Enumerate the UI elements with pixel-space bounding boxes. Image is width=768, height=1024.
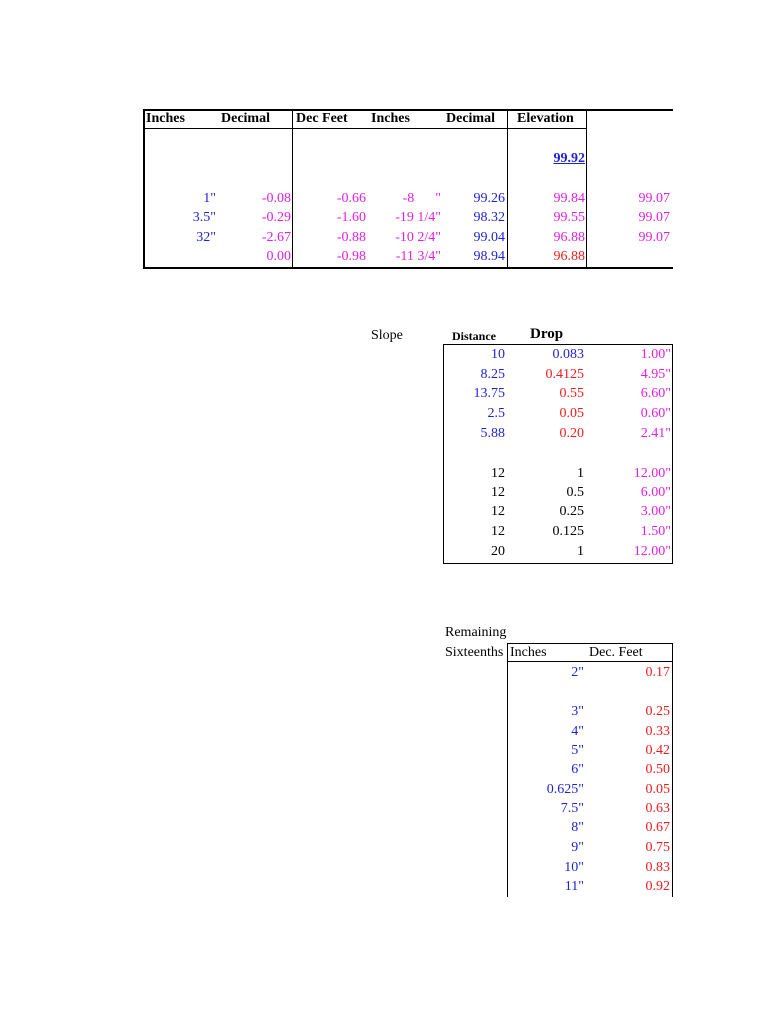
drop-cell[interactable]: 0.05	[559, 406, 584, 421]
slope-table-right-border	[672, 344, 673, 564]
drop-inches-cell[interactable]: 1.50"	[640, 524, 671, 539]
remaining-label: Remaining	[445, 625, 507, 640]
extra-cell[interactable]	[590, 248, 670, 266]
inches-cell[interactable]: 0.625"	[546, 782, 584, 797]
header-inches-2: Inches	[371, 111, 410, 126]
dec-feet-cell[interactable]: -0.88	[336, 230, 366, 245]
dec-feet-cell[interactable]: -1.60	[336, 210, 366, 225]
dec-feet-cell[interactable]: 0.50	[645, 762, 670, 777]
drop-inches-cell[interactable]: 6.60"	[640, 386, 671, 401]
dec-feet-header: Dec. Feet	[589, 645, 643, 660]
drop-cell[interactable]: 0.55	[559, 386, 584, 401]
decimal-elev-cell[interactable]: 99.04	[473, 230, 505, 245]
drop-inches-cell[interactable]: 2.41"	[640, 426, 671, 441]
drop-inches-cell[interactable]: 12.00"	[633, 544, 671, 559]
dec-feet-cell[interactable]: 0.05	[645, 782, 670, 797]
slope-label: Slope	[371, 328, 403, 343]
inches-cell[interactable]: 9"	[571, 840, 584, 855]
dec-feet-cell[interactable]: 0.67	[645, 820, 670, 835]
slope-table-bottom-border	[443, 563, 673, 564]
conversion-left-border	[507, 643, 508, 897]
distance-cell[interactable]: 12	[491, 466, 505, 481]
distance-header: Distance	[452, 329, 496, 343]
drop-cell[interactable]: 0.5	[566, 485, 584, 500]
drop-inches-cell[interactable]: 6.00"	[640, 485, 671, 500]
drop-cell[interactable]: 0.20	[559, 426, 584, 441]
inches-cell[interactable]: 6"	[571, 762, 584, 777]
column-divider	[507, 109, 508, 269]
inches-cell[interactable]: 4"	[571, 724, 584, 739]
decimal-elev-cell[interactable]: 98.94	[473, 249, 505, 264]
distance-cell[interactable]: 20	[491, 544, 505, 559]
inches-cell[interactable]: 1"	[203, 191, 216, 206]
elevation-cell[interactable]: 96.88	[553, 230, 585, 245]
inches-cell[interactable]: 3.5"	[192, 210, 216, 225]
distance-cell[interactable]: 8.25	[480, 367, 505, 382]
elevation-cell[interactable]: 99.55	[553, 210, 585, 225]
elevation-cell[interactable]: 96.88	[553, 249, 585, 264]
drop-inches-cell[interactable]: 4.95"	[640, 367, 671, 382]
dec-feet-cell[interactable]: 0.63	[645, 801, 670, 816]
header-bottom-border	[143, 128, 587, 129]
table-bottom-border	[143, 267, 673, 269]
drop-cell[interactable]: 1	[577, 466, 584, 481]
dec-feet-cell[interactable]: 0.92	[645, 879, 670, 894]
slope-table-top-border	[443, 344, 673, 345]
header-decimal-2: Decimal	[446, 111, 495, 126]
header-inches: Inches	[146, 111, 185, 126]
drop-cell[interactable]: 0.25	[559, 504, 584, 519]
conversion-right-border	[672, 643, 673, 897]
inches-cell[interactable]: 8"	[571, 820, 584, 835]
slope-table-left-border	[443, 344, 444, 564]
distance-cell[interactable]: 10	[491, 347, 505, 362]
inches-fraction-cell[interactable]: -19 1/4"	[395, 210, 441, 225]
table-left-border	[143, 109, 145, 269]
drop-inches-cell[interactable]: 3.00"	[640, 504, 671, 519]
distance-cell[interactable]: 12	[491, 524, 505, 539]
distance-cell[interactable]: 12	[491, 485, 505, 500]
inches-fraction-cell[interactable]: -8 "	[402, 191, 441, 206]
inches-cell[interactable]: 10"	[564, 860, 584, 875]
drop-inches-cell[interactable]: 0.60"	[640, 406, 671, 421]
drop-header: Drop	[530, 326, 564, 342]
dec-feet-cell[interactable]: 0.83	[645, 860, 670, 875]
dec-feet-cell[interactable]: -0.66	[336, 191, 366, 206]
dec-feet-cell[interactable]: 0.75	[645, 840, 670, 855]
decimal-cell[interactable]: -0.29	[261, 210, 291, 225]
inches-cell[interactable]: 7.5"	[560, 801, 584, 816]
inches-fraction-cell[interactable]: -11 3/4"	[395, 249, 441, 264]
elevation-cell[interactable]: 99.84	[553, 191, 585, 206]
inches-fraction-cell[interactable]: -10 2/4"	[395, 230, 441, 245]
column-divider	[586, 109, 587, 269]
inches-cell[interactable]: 11"	[564, 879, 584, 894]
drop-cell[interactable]: 1	[577, 544, 584, 559]
extra-cell[interactable]: 99.07	[638, 191, 670, 206]
inches-cell[interactable]: 5"	[571, 743, 584, 758]
dec-feet-cell[interactable]: 0.33	[645, 724, 670, 739]
decimal-cell[interactable]: 0.00	[266, 249, 291, 264]
dec-feet-cell[interactable]: 0.25	[645, 704, 670, 719]
decimal-elev-cell[interactable]: 98.32	[473, 210, 505, 225]
drop-inches-cell[interactable]: 12.00"	[633, 466, 671, 481]
drop-cell[interactable]: 0.083	[552, 347, 584, 362]
decimal-cell[interactable]: -2.67	[261, 230, 291, 245]
header-dec-feet: Dec Feet	[296, 111, 348, 126]
header-elevation: Elevation	[517, 111, 574, 126]
distance-cell[interactable]: 5.88	[480, 426, 505, 441]
inches-cell[interactable]: 3"	[571, 704, 584, 719]
drop-inches-cell[interactable]: 1.00"	[640, 347, 671, 362]
dec-feet-cell[interactable]: -0.98	[336, 249, 366, 264]
base-elevation-link[interactable]: 99.92	[553, 151, 585, 166]
column-divider	[292, 109, 293, 269]
drop-cell[interactable]: 0.4125	[545, 367, 584, 382]
distance-cell[interactable]: 13.75	[473, 386, 505, 401]
header-decimal: Decimal	[221, 111, 270, 126]
dec-feet-cell[interactable]: 0.17	[645, 665, 670, 680]
dec-feet-cell[interactable]: 0.42	[645, 743, 670, 758]
inches-cell[interactable]: 32"	[196, 230, 216, 245]
sixteenths-label: Sixteenths	[445, 645, 504, 660]
drop-cell[interactable]: 0.125	[552, 524, 584, 539]
decimal-elev-cell[interactable]: 99.26	[473, 191, 505, 206]
inches-header: Inches	[510, 645, 547, 660]
distance-cell[interactable]: 12	[491, 504, 505, 519]
decimal-cell[interactable]: -0.08	[261, 191, 291, 206]
distance-cell[interactable]: 2.5	[487, 406, 505, 421]
extra-cell[interactable]: 99.07	[638, 230, 670, 245]
inches-cell[interactable]: 2"	[571, 665, 584, 680]
extra-cell[interactable]: 99.07	[638, 210, 670, 225]
inches-cell[interactable]	[150, 248, 216, 266]
